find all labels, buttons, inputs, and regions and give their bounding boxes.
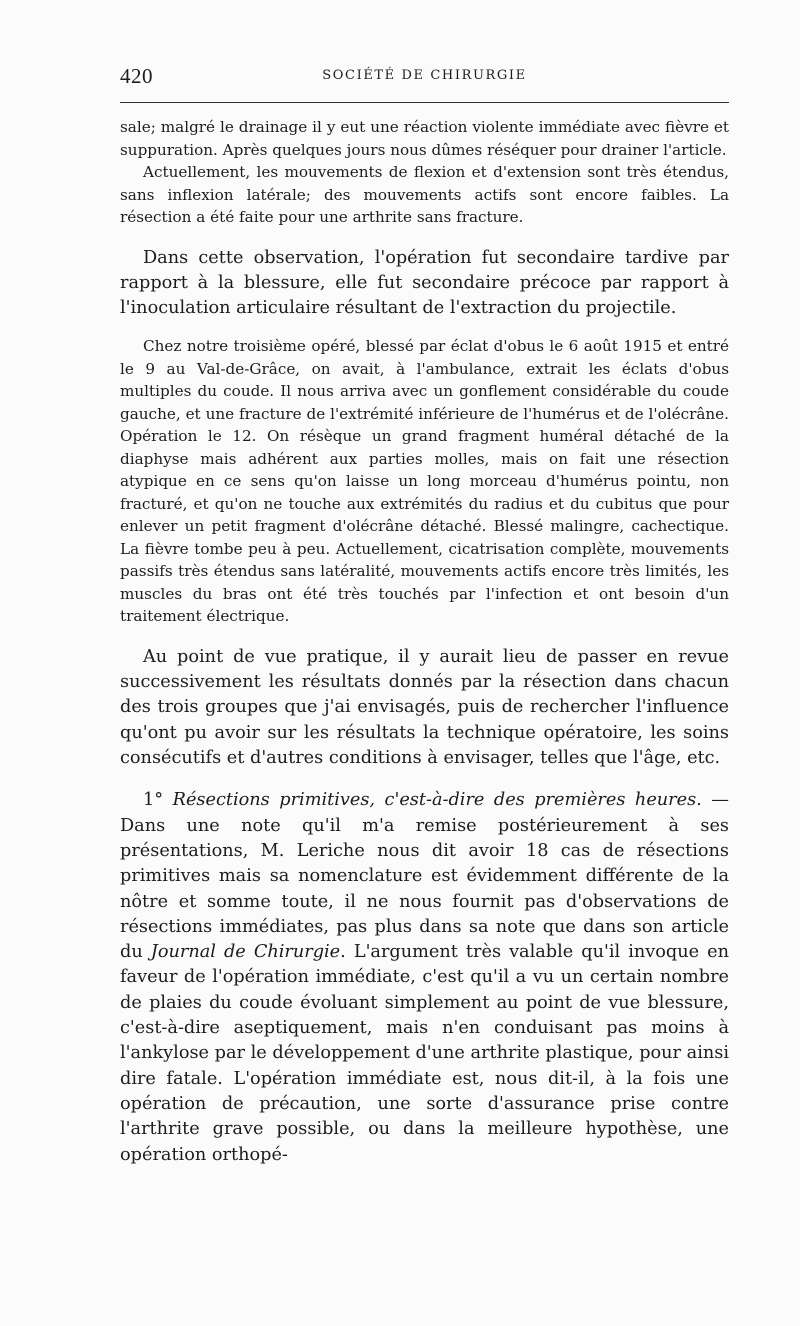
paragraph-4: Chez notre troisième opéré, blessé par éclat d'obus le 6 août 1915 et entré le 9 au Val-de-Grâce, on avait, à l'ambulance, extrait les éclats d'obus multiples du coude. Il nous arriva avec un gonflement considérable du coude gauche, et une fracture de l'extrémité inférieure de l'humérus et de l'olécrâne. Opération le 12. On résèque un grand fragment huméral détaché de la diaphyse mais adhérent aux parties molles, mais on fait une résection atypique en ce sens qu'on laisse un long morceau d'humérus pointu, non fracturé, et qu'on ne touche aux extrémités du radius et du cubitus que pour enlever un petit fragment d'olécrâne détaché. Blessé malingre, cachectique. La fièvre tombe peu à peu. Actuellement, cicatrisation complète, mouvements passifs très étendus sans latéralité, mouvements actifs encore très limités, les muscles du bras ont été très touchés par l'infection et ont besoin d'un traitement électrique. bbox=[120, 337, 729, 626]
page-number: 420 bbox=[120, 64, 153, 88]
paragraph-5: Au point de vue pratique, il y aurait lieu de passer en revue successivement les résultats donnés par la résection dans chacun des trois groupes que j'ai envisagés, puis de rechercher l'influence qu'ont pu avoir sur les résultats la technique opératoire, les soins consécutifs et d'autres conditions à envisager, telles que l'âge, etc. bbox=[120, 646, 729, 769]
running-head: SOCIÉTÉ DE CHIRURGIE bbox=[322, 68, 527, 83]
paragraph-6-text-a: Dans une note qu'il m'a remise postérieurement à ses présentations, M. Leriche nous dit avoir 18 cas de résections primitives mais sa nomenclature est évidemment différente de la nôtre et somme toute, il ne nous fournit pas d'observations de résections immédiates, pas plus dans sa note que dans son article du bbox=[120, 815, 729, 963]
paragraph-6 bbox=[120, 788, 729, 1167]
page-header bbox=[120, 58, 729, 88]
document-page bbox=[120, 58, 729, 1168]
section-number: 1° bbox=[143, 790, 164, 811]
paragraph-3: Dans cette observation, l'opération fut secondaire tardive par rapport à la blessure, elle fut secondaire précoce par rapport à l'inoculation articulaire résultant de l'extraction du projectile. bbox=[120, 247, 729, 319]
paragraph-2: Actuellement, les mouvements de flexion et d'extension sont très étendus, sans inflexion latérale; des mouvements actifs sont encore faibles. La résection a été faite pour une arthrite sans fracture. bbox=[120, 163, 729, 226]
paragraph-6-text-b: . L'argument très valable qu'il invoque en faveur de l'opération immédiate, c'est qu'il a vu un certain nombre de plaies du coude évoluant simplement au point de vue blessure, c'est-à-dire aseptiquement, mais n'en conduisant pas moins à l'ankylose par le développement d'une arthrite plastique, pour ainsi dire fatale. L'opération immédiate est, nous dit-il, à la fois une opération de précaution, une sorte d'assurance prise contre l'arthrite grave possible, ou dans la meilleure hypothèse, une opération orthopé- bbox=[120, 942, 729, 1165]
header-rule bbox=[120, 102, 729, 103]
section-heading: Résections primitives, c'est-à-dire des premières heures. bbox=[172, 790, 702, 811]
paragraph-1: sale; malgré le drainage il y eut une réaction violente immédiate avec fièvre et suppuration. Après quelques jours nous dûmes réséquer pour drainer l'article. bbox=[120, 118, 729, 159]
heading-dash: — bbox=[701, 790, 729, 811]
journal-title: Journal de Chirurgie bbox=[150, 942, 341, 963]
